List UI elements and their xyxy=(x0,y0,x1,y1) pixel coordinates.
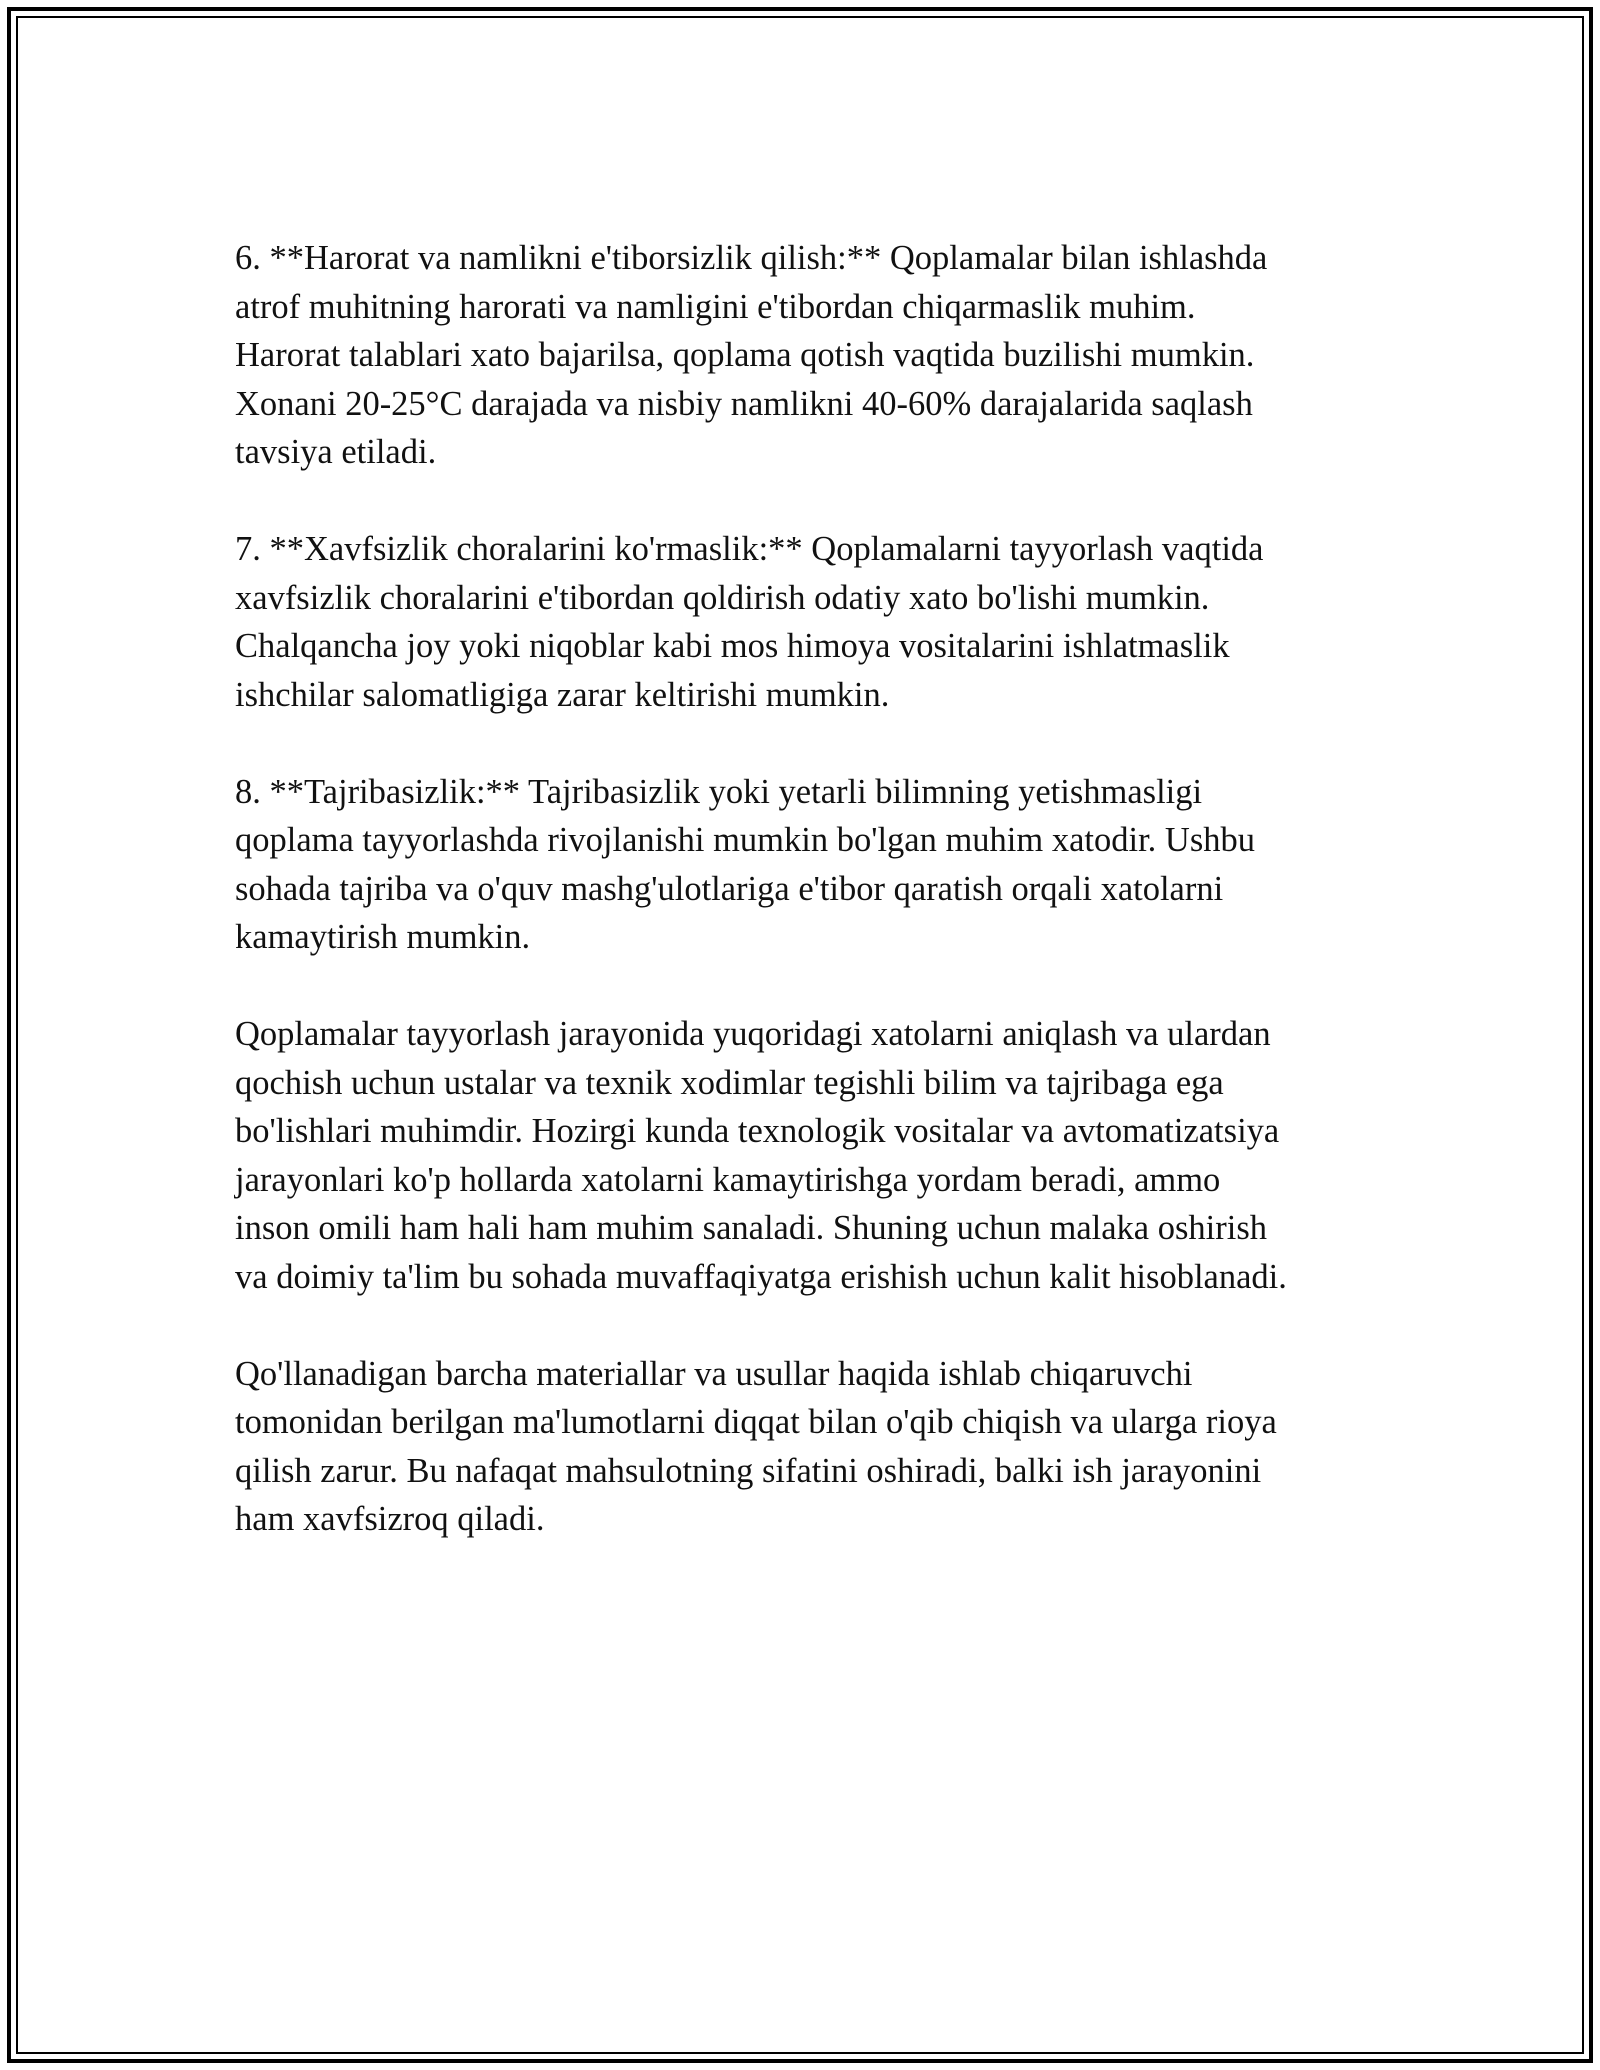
text-line: 6. **Harorat va namlikni e'tiborsizlik qilish:** Qoplamalar bilan ishlashda xyxy=(235,239,1268,277)
text-line: Chalqancha joy yoki niqoblar kabi mos himoya vositalarini ishlatmaslik xyxy=(235,627,1230,665)
paragraph-item-6 xyxy=(235,234,1375,477)
paragraph-conclusion xyxy=(235,1010,1375,1301)
text-line: qilish zarur. Bu nafaqat mahsulotning sifatini oshiradi, balki ish jarayonini xyxy=(235,1451,1262,1490)
text-line: Harorat talablari xato bajarilsa, qoplama qotish vaqtida buzilishi mumkin. xyxy=(235,336,1255,374)
text-line: sohada tajriba va o'quv mashg'ulotlariga e'tibor qaratish orqali xatolarni xyxy=(235,869,1224,908)
text-line: ishchilar salomatligiga zarar keltirishi mumkin. xyxy=(235,675,890,714)
text-line: 7. **Xavfsizlik choralarini ko'rmaslik:** Qoplamalarni tayyorlash vaqtida xyxy=(235,530,1264,568)
paragraph-final-note xyxy=(235,1350,1375,1544)
text-line: tavsiya etiladi. xyxy=(235,433,437,471)
paragraph-item-7 xyxy=(235,525,1375,719)
text-line: inson omili ham hali ham muhim sanaladi. Shuning uchun malaka oshirish xyxy=(235,1209,1268,1247)
text-line: Qoplamalar tayyorlash jarayonida yuqoridagi xatolarni aniqlash va ulardan xyxy=(235,1015,1271,1053)
text-line: jarayonlari ko'p hollarda xatolarni kamaytirishga yordam beradi, ammo xyxy=(235,1160,1221,1199)
text-line: Qo'llanadigan barcha materiallar va usullar haqida ishlab chiqaruvchi xyxy=(235,1354,1193,1393)
text-line: qochish uchun ustalar va texnik xodimlar tegishli bilim va tajribaga ega xyxy=(235,1063,1224,1102)
text-line: atrof muhitning harorati va namligini e'tibordan chiqarmaslik muhim. xyxy=(235,287,1196,326)
paragraph-item-8 xyxy=(235,768,1375,962)
text-line: Xonani 20-25°C darajada va nisbiy namlikni 40-60% darajalarida saqlash xyxy=(235,384,1253,423)
text-line: kamaytirish mumkin. xyxy=(235,918,531,956)
text-line: va doimiy ta'lim bu sohada muvaffaqiyatga erishish uchun kalit hisoblanadi. xyxy=(235,1257,1287,1296)
text-line: ham xavfsizroq qiladi. xyxy=(235,1500,545,1538)
text-line: tomonidan berilgan ma'lumotlarni diqqat bilan o'qib chiqish va ularga rioya xyxy=(235,1403,1277,1441)
text-line: qoplama tayyorlashda rivojlanishi mumkin bo'lgan muhim xatodir. Ushbu xyxy=(235,821,1256,859)
text-line: xavfsizlik choralarini e'tibordan qoldirish odatiy xato bo'lishi mumkin. xyxy=(235,578,1210,617)
document-body xyxy=(235,234,1375,1592)
text-line: 8. **Tajribasizlik:** Tajribasizlik yoki yetarli bilimning yetishmasligi xyxy=(235,772,1203,811)
text-line: bo'lishlari muhimdir. Hozirgi kunda texnologik vositalar va avtomatizatsiya xyxy=(235,1112,1280,1150)
